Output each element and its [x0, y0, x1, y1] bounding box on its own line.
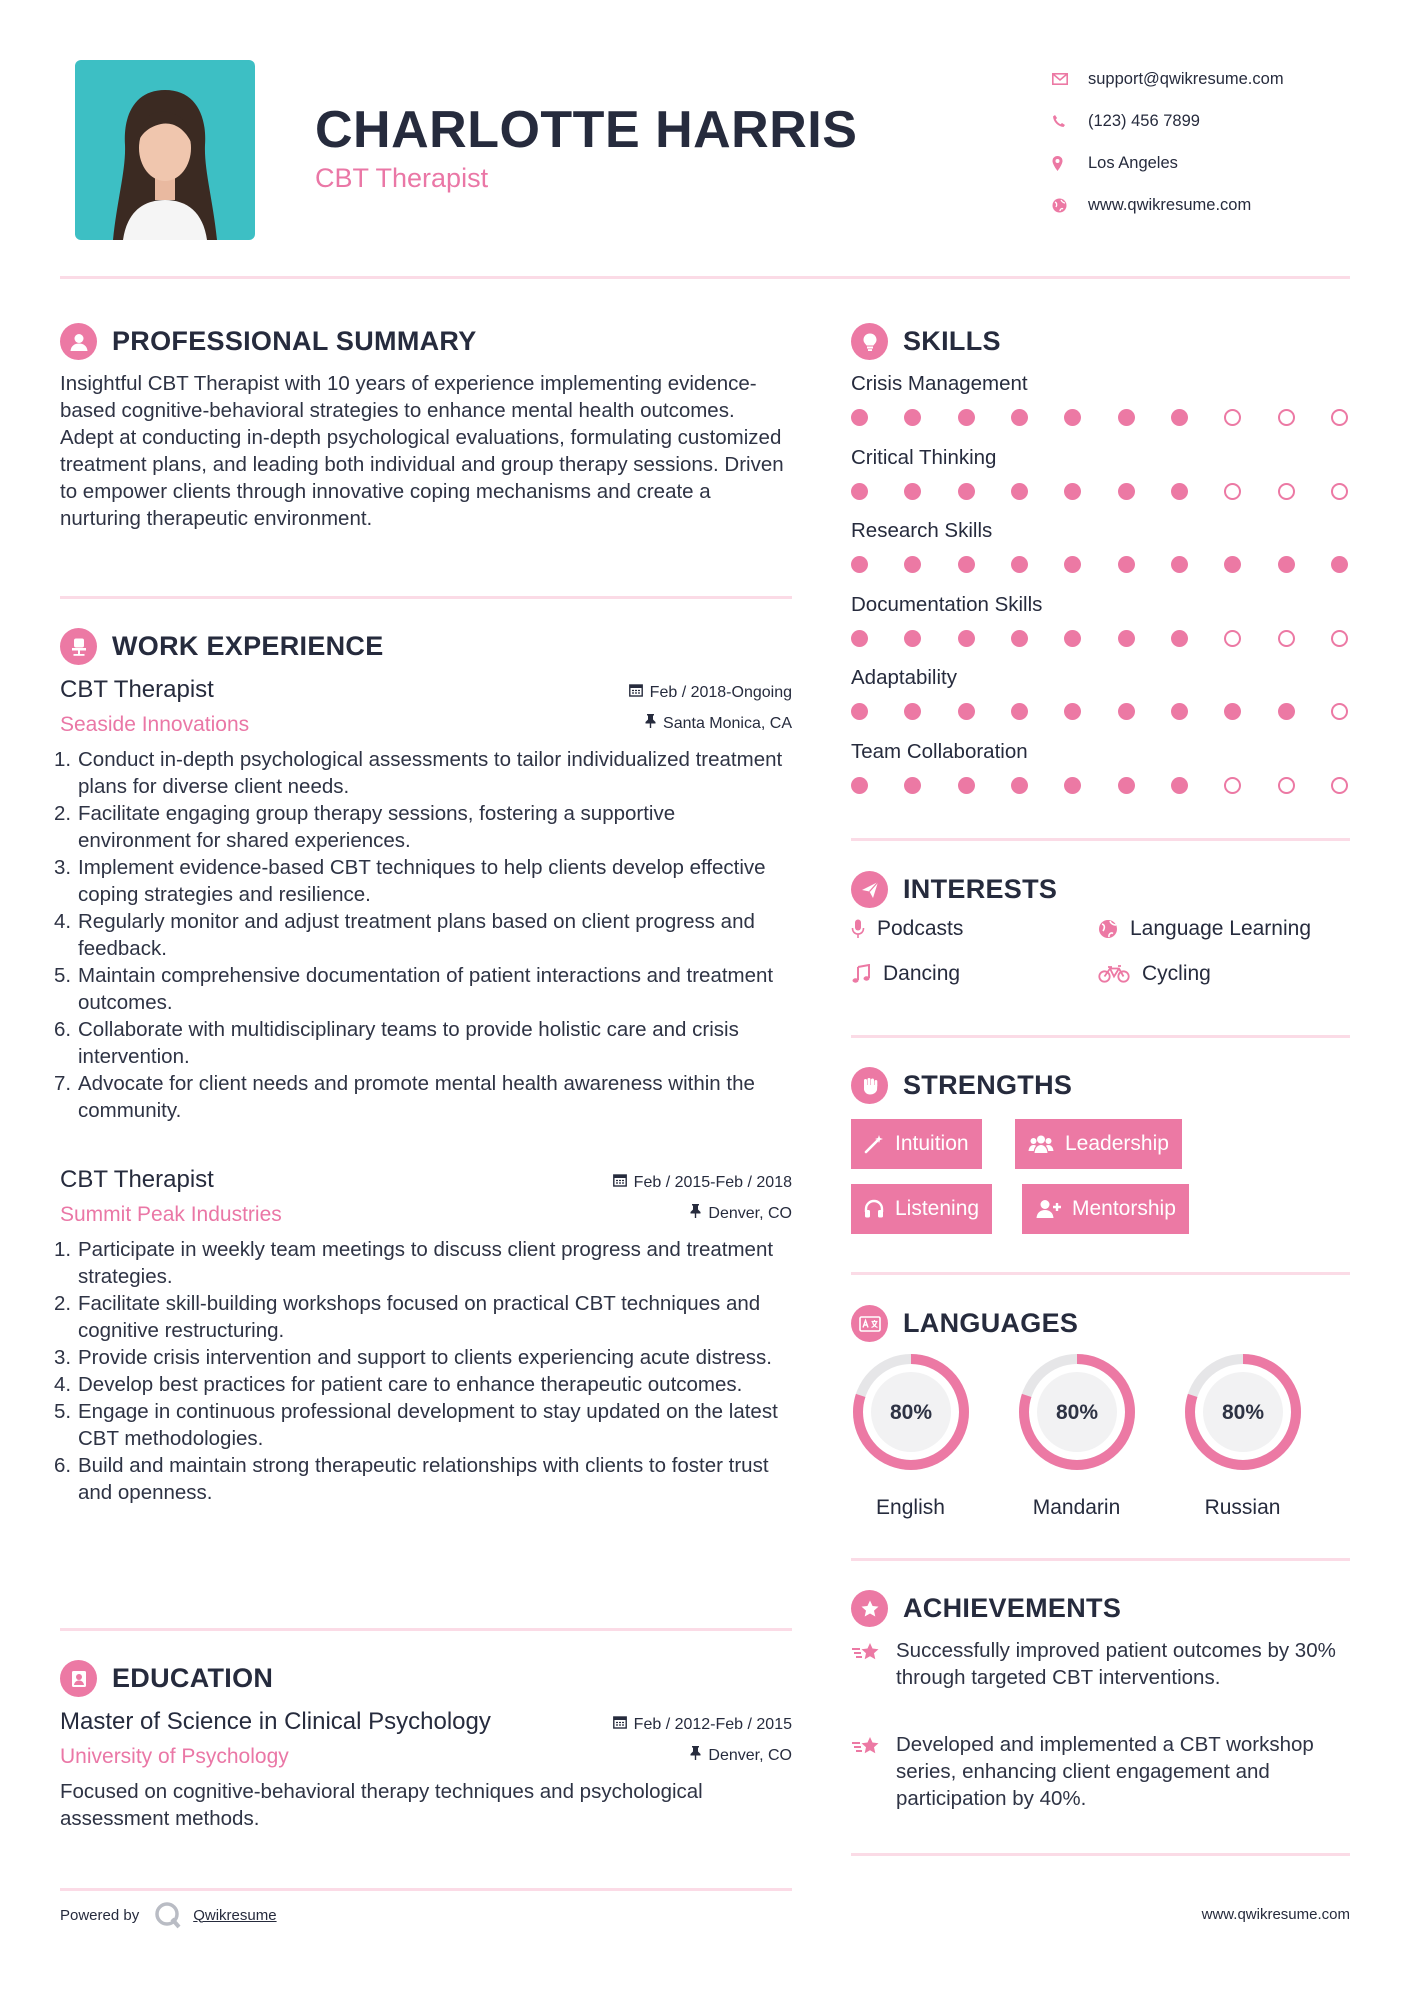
interest-item: Podcasts: [851, 917, 963, 941]
skill-name: Critical Thinking: [851, 445, 997, 469]
rating-dot-filled: [1171, 630, 1188, 647]
list-item: 1. Conduct in-depth psychological assessments to tailor individualized treatment plans for diverse client needs.: [54, 748, 783, 798]
skill-rating: [851, 409, 1348, 426]
skill-row: [851, 593, 1351, 647]
music-note-icon: [851, 964, 871, 984]
rating-dot-filled: [851, 703, 868, 720]
globe-icon: [1050, 198, 1088, 213]
language-progress-ring: [1181, 1350, 1305, 1474]
rating-dot-empty: [1224, 409, 1241, 426]
skill-rating: [851, 777, 1348, 794]
skills-divider: [851, 838, 1350, 841]
rating-dot-filled: [1064, 703, 1081, 720]
rating-dot-filled: [1118, 409, 1135, 426]
website-text: www.qwikresume.com: [1088, 195, 1252, 214]
microphone-icon: [851, 919, 865, 939]
interest-item: Language Learning: [1098, 917, 1311, 941]
strength-tag: Leadership: [1015, 1119, 1182, 1169]
rating-dot-filled: [904, 777, 921, 794]
skill-name: Crisis Management: [851, 372, 1028, 395]
pin-icon: [690, 1204, 701, 1223]
education-date: Feb / 2012-Feb / 2015: [613, 1715, 792, 1734]
language-progress-ring: [1015, 1350, 1139, 1474]
education-description: Focused on cognitive-behavioral therapy techniques and psychological assessment methods.: [60, 1780, 703, 1830]
rating-dot-empty: [1331, 777, 1348, 794]
skill-name: Team Collaboration: [851, 739, 1028, 763]
language-name: Russian: [1204, 1496, 1281, 1519]
rating-dot-empty: [1224, 630, 1241, 647]
header-divider: [60, 276, 1350, 279]
skills-heading: SKILLS: [851, 323, 1001, 360]
language-progress-ring: [849, 1350, 973, 1474]
rating-dot-empty: [1331, 630, 1348, 647]
list-item: 5. Maintain comprehensive documentation of patient interactions and treatment outcomes.: [54, 964, 774, 1014]
rating-dot-filled: [1171, 483, 1188, 500]
language-percent: 80%: [1221, 1401, 1264, 1424]
education-location: Denver, CO: [690, 1746, 792, 1765]
interest-item: Cycling: [1098, 962, 1211, 986]
rating-dot-filled: [1064, 777, 1081, 794]
paper-plane-icon: [851, 871, 888, 908]
user-icon: [60, 323, 97, 360]
language-percent: 80%: [889, 1401, 932, 1424]
rating-dot-empty: [1331, 703, 1348, 720]
calendar-icon: [613, 1715, 627, 1734]
rating-dot-filled: [1011, 556, 1028, 573]
job-title: CBT Therapist: [60, 1166, 214, 1193]
translate-icon: [851, 1305, 888, 1342]
list-item: 3. Provide crisis intervention and support to clients experiencing acute distress.: [54, 1346, 772, 1369]
rating-dot-filled: [851, 556, 868, 573]
achievements-divider: [851, 1853, 1350, 1856]
rating-dot-filled: [1064, 556, 1081, 573]
rating-dot-filled: [1224, 556, 1241, 573]
summary-heading: PROFESSIONAL SUMMARY: [60, 323, 477, 360]
list-item: 3. Implement evidence-based CBT techniques to help clients develop effective coping strategies and resilience.: [54, 856, 766, 906]
list-item: 1. Participate in weekly team meetings to discuss client progress and treatment strategies.: [54, 1238, 774, 1288]
globe-icon: [1098, 919, 1118, 939]
fist-icon: [851, 1067, 888, 1104]
experience-heading: WORK EXPERIENCE: [60, 628, 384, 665]
rating-dot-filled: [1011, 703, 1028, 720]
profile-photo: [75, 60, 255, 240]
list-item: 6. Build and maintain strong therapeutic relationships with clients to foster trust and openness.: [54, 1454, 769, 1504]
rating-dot-filled: [851, 409, 868, 426]
rating-dot-empty: [1278, 777, 1295, 794]
qwikresume-logo-icon: [153, 1900, 183, 1930]
calendar-icon: [613, 1173, 627, 1192]
list-item: 2. Facilitate engaging group therapy sessions, fostering a supportive environment for shared experiences.: [54, 802, 676, 852]
job-entry: [54, 676, 792, 1124]
job-date: Feb / 2018-Ongoing: [629, 683, 792, 702]
contact-phone[interactable]: [1050, 100, 1350, 142]
rating-dot-empty: [1331, 483, 1348, 500]
education-heading: EDUCATION: [60, 1660, 273, 1697]
powered-by: Powered by Qwikresume: [60, 1900, 277, 1930]
rating-dot-filled: [1118, 556, 1135, 573]
rating-dot-filled: [851, 483, 868, 500]
rating-dot-filled: [958, 777, 975, 794]
phone-text: (123) 456 7899: [1088, 111, 1200, 130]
rating-dot-empty: [1278, 630, 1295, 647]
qwikresume-link[interactable]: Qwikresume: [193, 1906, 277, 1924]
office-chair-icon: [60, 628, 97, 665]
languages-divider: [851, 1558, 1350, 1561]
list-item: 4. Regularly monitor and adjust treatment plans based on client progress and feedback.: [54, 910, 755, 960]
rating-dot-empty: [1224, 777, 1241, 794]
rating-dot-filled: [1278, 703, 1295, 720]
shooting-star-icon: [851, 1731, 896, 1812]
phone-icon: [1050, 114, 1088, 128]
interest-item: Dancing: [851, 962, 960, 986]
rating-dot-filled: [1171, 703, 1188, 720]
rating-dot-filled: [1171, 556, 1188, 573]
users-icon: [1028, 1134, 1054, 1154]
bicycle-icon: [1098, 965, 1130, 983]
rating-dot-filled: [1064, 483, 1081, 500]
degree-title: Master of Science in Clinical Psychology: [60, 1708, 491, 1735]
rating-dot-filled: [1011, 409, 1028, 426]
contact-location: [1050, 142, 1350, 184]
rating-dot-filled: [904, 409, 921, 426]
rating-dot-filled: [958, 556, 975, 573]
location-text: Los Angeles: [1088, 153, 1178, 172]
job-title: CBT Therapist: [60, 676, 214, 703]
strength-tag: Mentorship: [1022, 1184, 1189, 1234]
skill-row: [851, 519, 1351, 573]
skill-row: [851, 666, 1351, 720]
achievements-heading: ACHIEVEMENTS: [851, 1590, 1121, 1627]
magic-wand-icon: [864, 1134, 884, 1154]
rating-dot-filled: [1118, 483, 1135, 500]
rating-dot-filled: [851, 630, 868, 647]
job-company: Summit Peak Industries: [60, 1203, 282, 1226]
skill-rating: [851, 630, 1348, 647]
graduate-icon: [60, 1660, 97, 1697]
rating-dot-filled: [958, 483, 975, 500]
school-name: University of Psychology: [60, 1745, 289, 1768]
lightbulb-icon: [851, 323, 888, 360]
footer-website[interactable]: www.qwikresume.com: [1201, 1906, 1350, 1923]
language-item: [1180, 1350, 1305, 1520]
skill-rating: [851, 703, 1348, 720]
skill-row: [851, 372, 1351, 426]
achievement-item: Successfully improved patient outcomes by 30% through targeted CBT interventions.: [851, 1637, 1351, 1691]
contact-email[interactable]: [1050, 58, 1350, 100]
rating-dot-filled: [1011, 483, 1028, 500]
interests-heading: INTERESTS: [851, 871, 1057, 908]
rating-dot-filled: [904, 483, 921, 500]
calendar-icon: [629, 683, 643, 702]
user-plus-icon: [1035, 1199, 1061, 1219]
language-name: Mandarin: [1032, 1496, 1121, 1519]
language-name: English: [876, 1496, 945, 1519]
map-pin-icon: [1050, 156, 1088, 171]
language-percent: 80%: [1055, 1401, 1098, 1424]
skill-name: Research Skills: [851, 519, 993, 542]
rating-dot-filled: [1278, 556, 1295, 573]
job-location: Santa Monica, CA: [645, 714, 792, 733]
rating-dot-filled: [1011, 630, 1028, 647]
rating-dot-filled: [904, 703, 921, 720]
language-item: [1014, 1350, 1139, 1520]
job-bullets: [54, 746, 792, 1124]
email-text: support@qwikresume.com: [1088, 69, 1284, 88]
skill-row: [851, 740, 1351, 794]
skill-rating: [851, 556, 1348, 573]
experience-divider: [60, 1628, 792, 1631]
education-entry: [60, 1708, 792, 1832]
languages-heading: LANGUAGES: [851, 1305, 1078, 1342]
strength-tag: Listening: [851, 1184, 992, 1234]
job-date: Feb / 2015-Feb / 2018: [613, 1173, 792, 1192]
job-bullets: [54, 1236, 792, 1506]
education-divider: [60, 1888, 792, 1891]
job-company: Seaside Innovations: [60, 713, 250, 736]
strengths-divider: [851, 1272, 1350, 1275]
summary-divider: [60, 596, 792, 599]
strength-tag: Intuition: [851, 1119, 982, 1169]
rating-dot-filled: [1171, 409, 1188, 426]
rating-dot-filled: [904, 630, 921, 647]
rating-dot-empty: [1224, 483, 1241, 500]
rating-dot-filled: [1064, 630, 1081, 647]
rating-dot-filled: [1224, 703, 1241, 720]
skill-name: Documentation Skills: [851, 592, 1043, 616]
rating-dot-filled: [958, 703, 975, 720]
rating-dot-empty: [1278, 483, 1295, 500]
rating-dot-filled: [958, 409, 975, 426]
list-item: 2. Facilitate skill-building workshops focused on practical CBT techniques and cognitive restructuring.: [54, 1292, 761, 1342]
rating-dot-filled: [1118, 777, 1135, 794]
rating-dot-filled: [958, 630, 975, 647]
rating-dot-filled: [1118, 630, 1135, 647]
envelope-icon: [1050, 73, 1088, 85]
shooting-star-icon: [851, 1637, 896, 1691]
rating-dot-filled: [1118, 703, 1135, 720]
candidate-role: CBT Therapist: [315, 163, 489, 193]
rating-dot-filled: [904, 556, 921, 573]
rating-dot-filled: [1064, 409, 1081, 426]
contact-website[interactable]: [1050, 184, 1350, 226]
rating-dot-filled: [1331, 556, 1348, 573]
pin-icon: [645, 714, 656, 733]
rating-dot-filled: [1171, 777, 1188, 794]
interests-divider: [851, 1035, 1350, 1038]
list-item: 6. Collaborate with multidisciplinary teams to provide holistic care and crisis intervention.: [54, 1018, 739, 1068]
pin-icon: [690, 1746, 701, 1765]
language-item: [848, 1350, 973, 1520]
candidate-name: CHARLOTTE HARRIS: [315, 101, 858, 159]
rating-dot-filled: [1011, 777, 1028, 794]
achievement-item: Developed and implemented a CBT workshop series, enhancing client engagement and participation by 40%.: [851, 1731, 1351, 1812]
headphones-icon: [864, 1199, 884, 1219]
list-item: 7. Advocate for client needs and promote mental health awareness within the community.: [54, 1072, 755, 1122]
job-location: Denver, CO: [690, 1204, 792, 1223]
skill-rating: [851, 483, 1348, 500]
list-item: 5. Engage in continuous professional development to stay updated on the latest CBT methodologies.: [54, 1400, 778, 1450]
rating-dot-empty: [1278, 409, 1295, 426]
star-badge-icon: [851, 1590, 888, 1627]
list-item: 4. Develop best practices for patient care to enhance therapeutic outcomes.: [54, 1373, 743, 1396]
strengths-heading: STRENGTHS: [851, 1067, 1072, 1104]
rating-dot-filled: [851, 777, 868, 794]
skill-name: Adaptability: [851, 666, 957, 689]
job-entry: [54, 1166, 792, 1506]
contact-info: [1050, 58, 1350, 226]
summary-text: Insightful CBT Therapist with 10 years of experience implementing evidence-based cognitive-behavioral strategies to enhance mental health outcomes. Adept at conducting in-depth psychological evaluations, formulating customized treatment plans, and leading both individual and group therapy sessions. Driven to empower clients through innovative coping mechanisms and create a nurturing therapeutic environment.: [60, 372, 784, 530]
skill-row: [851, 446, 1351, 500]
rating-dot-empty: [1331, 409, 1348, 426]
